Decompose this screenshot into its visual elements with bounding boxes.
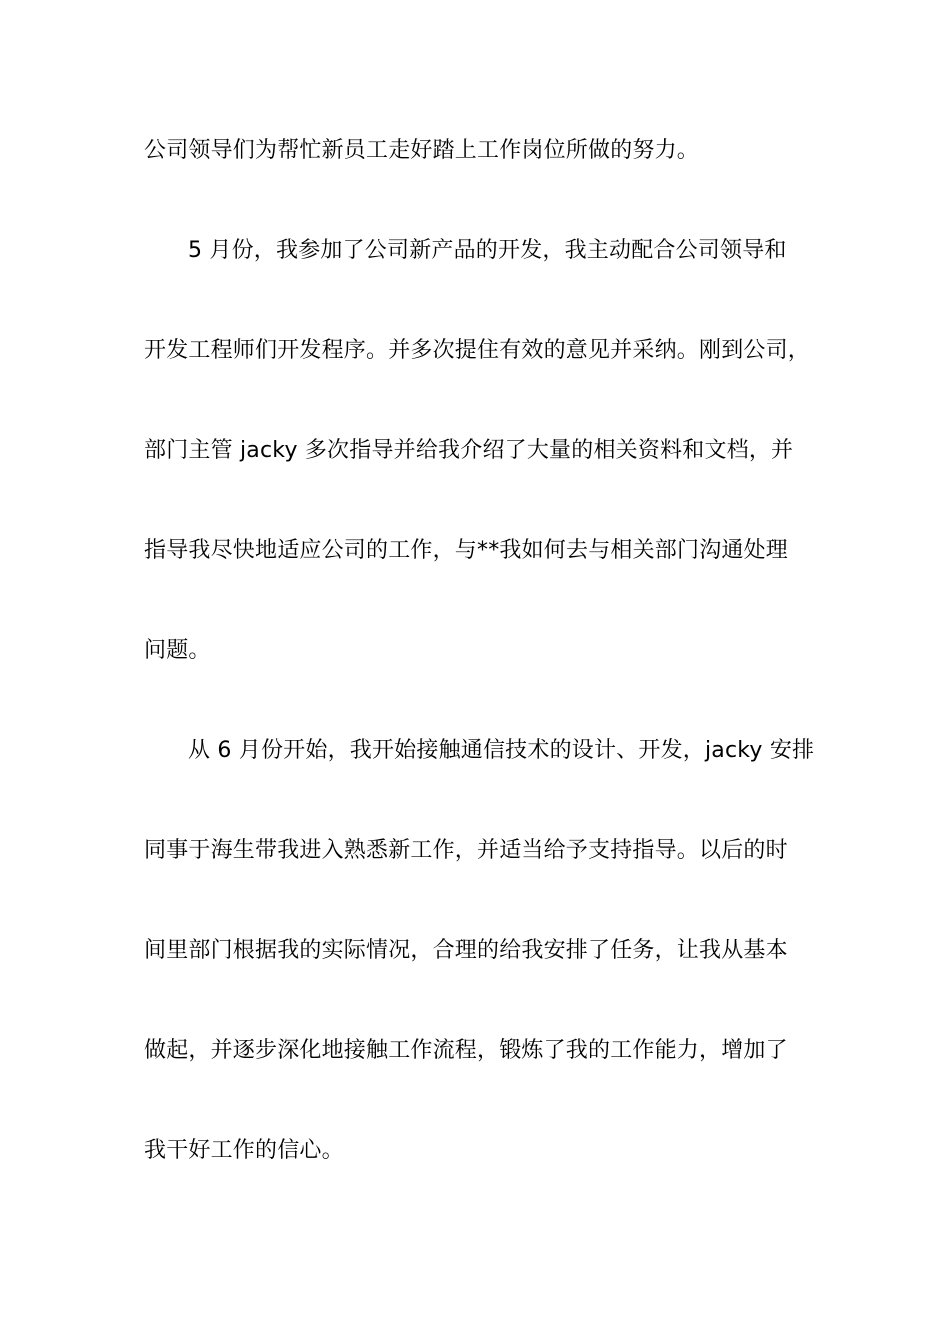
text-line: 问题。 xyxy=(144,638,211,663)
text-line: 做起，并逐步深化地接触工作流程，锻炼了我的工作能力，增加了 xyxy=(144,1038,788,1063)
text-line: 公司领导们为帮忙新员工走好踏上工作岗位所做的努力。 xyxy=(144,138,700,163)
text-line: 开发工程师们开发程序。并多次提住有效的意见并采纳。刚到公司， xyxy=(144,338,811,363)
text-line: 同事于海生带我进入熟悉新工作，并适当给予支持指导。以后的时 xyxy=(144,838,788,863)
text-line: 部门主管 jacky 多次指导并给我介绍了大量的相关资料和文档，并 xyxy=(144,438,794,463)
text-line: 指导我尽快地适应公司的工作，与**我如何去与相关部门沟通处理 xyxy=(144,538,789,563)
paragraph-start-line: 5 月份，我参加了公司新产品的开发，我主动配合公司领导和 xyxy=(188,238,787,263)
paragraph-start-line: 从 6 月份开始，我开始接触通信技术的设计、开发，jacky 安排 xyxy=(188,738,815,763)
text-line: 间里部门根据我的实际情况，合理的给我安排了任务，让我从基本 xyxy=(144,938,788,963)
text-line: 我干好工作的信心。 xyxy=(144,1138,344,1163)
